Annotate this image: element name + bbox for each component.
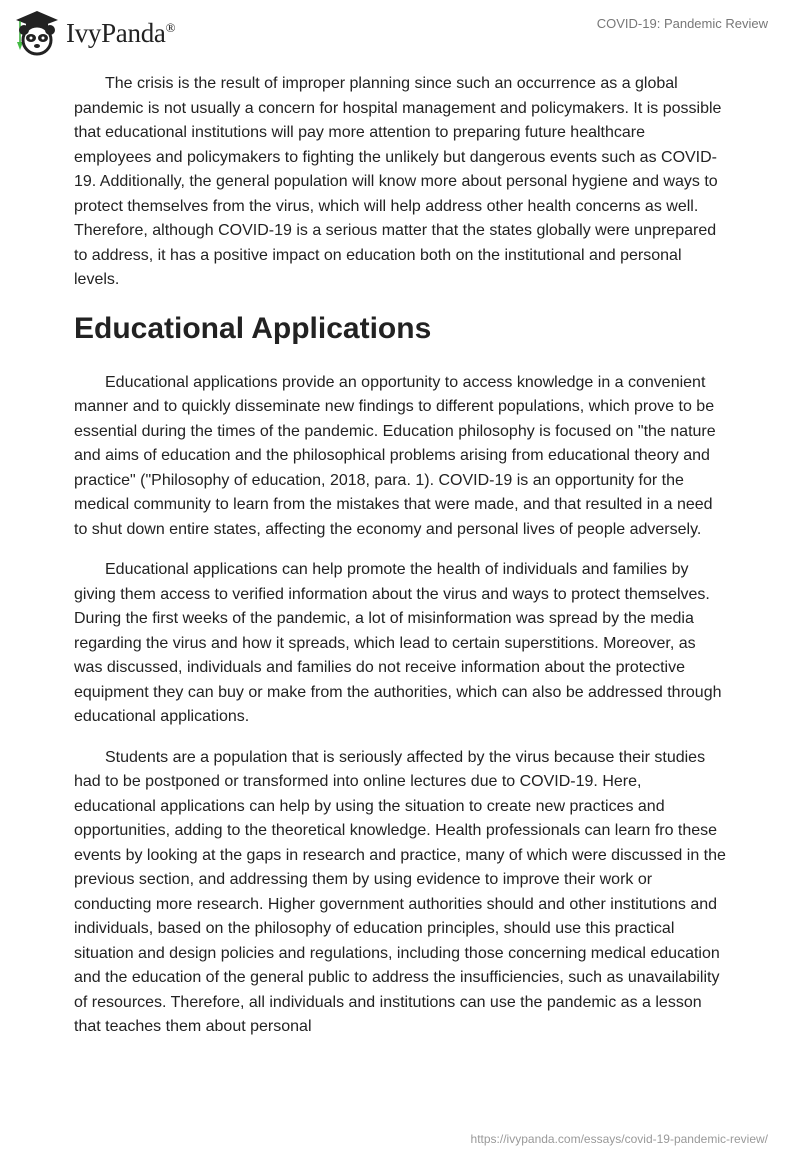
ivypanda-logo[interactable] bbox=[12, 8, 175, 58]
source-url[interactable]: https://ivypanda.com/essays/covid-19-pandemic-review/ bbox=[470, 1132, 768, 1146]
section-heading: Educational Applications bbox=[74, 311, 432, 345]
paragraph: The crisis is the result of improper planning since such an occurrence as a global pandemic is not usually a concern for hospital management and policymakers. It is possible that educational institutions will pay more attention to preparing future healthcare employees and policymakers to fighting the unlikely but dangerous events such as COVID-19. Additionally, the general population will know more about personal hygiene and ways to protect themselves from the virus, which will help address other health concerns as well. Therefore, although COVID-19 is a serious matter that the states globally were unprepared to address, it has a positive impact on education both on the institutional and personal levels. bbox=[74, 75, 722, 288]
document-title: COVID-19: Pandemic Review bbox=[596, 16, 768, 31]
essay-content bbox=[74, 72, 726, 1056]
panda-graduate-icon bbox=[12, 8, 62, 58]
logo-text: IvyPanda® bbox=[66, 17, 176, 48]
paragraph: Educational applications provide an opportunity to access knowledge in a convenient manner and to quickly disseminate new findings to different populations, which prove to be essential during the times of the pandemic. Education philosophy is focused on "the nature and aims of education and the philosophical problems arising from educational theory and practice" ("Philosophy of education, 2018, para. 1). COVID-19 is an opportunity for the medical community to learn from the mistakes that were made, and that resulted in a need to shut down entire states, affecting the economy and personal lives of people adversely. bbox=[74, 373, 716, 538]
paragraph: Educational applications can help promote the health of individuals and families by giving them access to verified information about the virus and ways to protect themselves. During the first weeks of the pandemic, a lot of misinformation was spread by the media regarding the virus and how it spreads, which lead to certain superstitions. Moreover, as was discussed, individuals and families do not receive information about the protective equipment they can buy or make from the authorities, which can also be addressed through educational applications. bbox=[74, 561, 722, 725]
paragraph: Students are a population that is seriously affected by the virus because their studies had to be postponed or transformed into online lectures due to COVID-19. Here, educational applications can help by using the situation to create new practices and opportunities, adding to the theoretical knowledge. Health professionals can learn fro these events by looking at the gaps in research and practice, many of which were discussed in the previous section, and addressing them by using evidence to improve their work or conducting more research. Higher government authorities should and other institutions and individuals, based on the philosophy of education principles, should use this practical situation and design policies and regulations, including those concerning medical education and the education of the general public to address the insufficiencies, such as unavailability of resources. Therefore, all individuals and institutions can use the pandemic as a lesson that teaches them about personal bbox=[74, 748, 726, 1035]
